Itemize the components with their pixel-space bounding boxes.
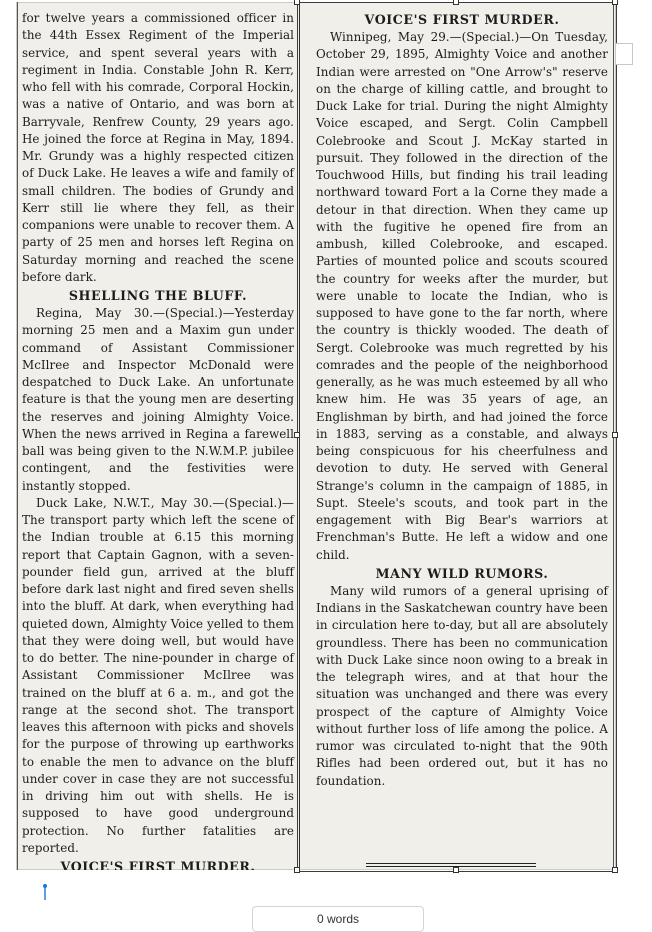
resize-handle-bottom-left[interactable] bbox=[294, 867, 300, 873]
side-panel-tab[interactable] bbox=[616, 43, 633, 65]
duck-lake-paragraph: Duck Lake, N.W.T., May 30.—(Special.)—The transport party which left the scene of the Indian trouble at 6.15 this morning report that Captain Gagnon, with a seven-pounder field gun, arrived at the bluff before dark last night and fired seven shells into the bluff. At dark, when everything had quieted down, Almighty Voice yelled to them that they were doing well, but would have to do better. The nine-pounder in charge of Assistant Commissioner McIlree was trained on the bluff at 6 a. m., and got the range at the second shot. The transport leaves this afternoon with picks and shovels for the purpose of throwing up earthworks to enable the men to advance on the bluff under cover in case they are not successful in driving him out with shells. He is supposed to have good underground protection. No further fatalities are reported. bbox=[22, 495, 294, 855]
resize-handle-middle-left[interactable] bbox=[294, 432, 300, 438]
heading-many-wild-rumors: MANY WILD RUMORS. bbox=[375, 565, 549, 581]
article-end-rule bbox=[366, 863, 536, 867]
word-count-badge[interactable]: 0 words bbox=[252, 906, 424, 932]
resize-handle-bottom-center[interactable] bbox=[453, 867, 459, 873]
regina-paragraph: Regina, May 30.—(Special.)—Yesterday morning 25 men and a Maxim gun under command of Assistant Commissioner McIlree and Inspector McDonald were despatched to Duck Lake. An unfortunate feature is that the young men are deserting the reserves and joining Almighty Voice. When the news arrived in Regina a farewell ball was being given to the N.W.M.P. jubilee contingent, and the festivities were instantly stopped. bbox=[22, 306, 294, 493]
resize-handle-bottom-right[interactable] bbox=[612, 867, 618, 873]
newspaper-clipping-image bbox=[16, 2, 616, 870]
text-cursor-icon bbox=[41, 883, 49, 901]
heading-voices-first-murder: VOICE'S FIRST MURDER. bbox=[364, 12, 560, 27]
resize-handle-top-center[interactable] bbox=[453, 0, 459, 5]
rumors-paragraph: Many wild rumors of a general uprising of Indians in the Saskatchewan country have been in circulation here to-day, but all are absolutely groundless. There has been no communication with Duck Lake since noon owing to a break in the telegraph wires, and at that hour the situation was unchanged and there was every prospect of the capture of Almighty Voice without further loss of life among the police. A rumor was circulated to-night that the 90th Rifles had been ordered out, but it has no foundation. bbox=[316, 583, 608, 788]
right-column bbox=[316, 10, 608, 868]
left-column bbox=[22, 10, 294, 868]
resize-handle-top-right[interactable] bbox=[612, 0, 618, 5]
resize-handle-top-left[interactable] bbox=[294, 0, 300, 5]
left-edge-rule bbox=[17, 2, 18, 870]
heading-shelling-the-bluff: SHELLING THE BLUFF. bbox=[68, 288, 248, 303]
resize-handle-middle-right[interactable] bbox=[612, 432, 618, 438]
left-intro-paragraph: for twelve years a commissioned officer in the 44th Essex Regiment of the Imperial service, and spent several years with a regiment in India. Constable John R. Kerr, who fell with his comrade, Corporal Hockin, was a native of Ontario, and was born at Barryvale, Renfrew County, 29 years ago. He joined the force at Regina in May, 1894. Mr. Grundy was a highly respected citizen of Duck Lake. He leaves a wife and family of small children. The bodies of Grundy and Kerr still lie where they fell, as their companions were unable to recover them. A party of 25 men and horses left Regina on Saturday morning and reached the scene before dark. bbox=[22, 11, 294, 284]
heading-voices-first-murder-left: VOICE'S FIRST MURDER. bbox=[60, 859, 256, 870]
winnipeg-paragraph: Winnipeg, May 29.—(Special.)—On Tuesday, October 29, 1895, Almighty Voice and another Indian were arrested on "One Arrow's" reserve on the charge of killing cattle, and brought to Duck Lake for trial. During the night Almighty Voice escaped, and Sergt. Colin Campbell Colebrooke and Scout J. McKay started in pursuit. They followed in the direction of the Touchwood Hills, but finding his trail leading northward toward Fort a la Corne they made a detour in that direction. When they came up with the fugitive he opened fire from an ambush, killed Colebrooke, and escaped. Parties of mounted police and scouts scoured the country for weeks after the murder, but were unable to locate the Indian, who is supposed to have gone to the far north, where the country is thickly wooded. The death of Sergt. Colebrooke was much regretted by his comrades and the people of the neighborhood generally, as he was much esteemed by all who knew him. He was 35 years of age, an Englishman by birth, and had joined the force in 1883, serving as a constable, and always being conspicuous for his cheerfulness and devotion to duty. He served with General Strange's column in the campaign of 1885, in Supt. Steele's scouts, and took part in the engagement with Big Bear's warriors at Frenchman's Butte. He left a widow and one child. bbox=[316, 30, 608, 562]
